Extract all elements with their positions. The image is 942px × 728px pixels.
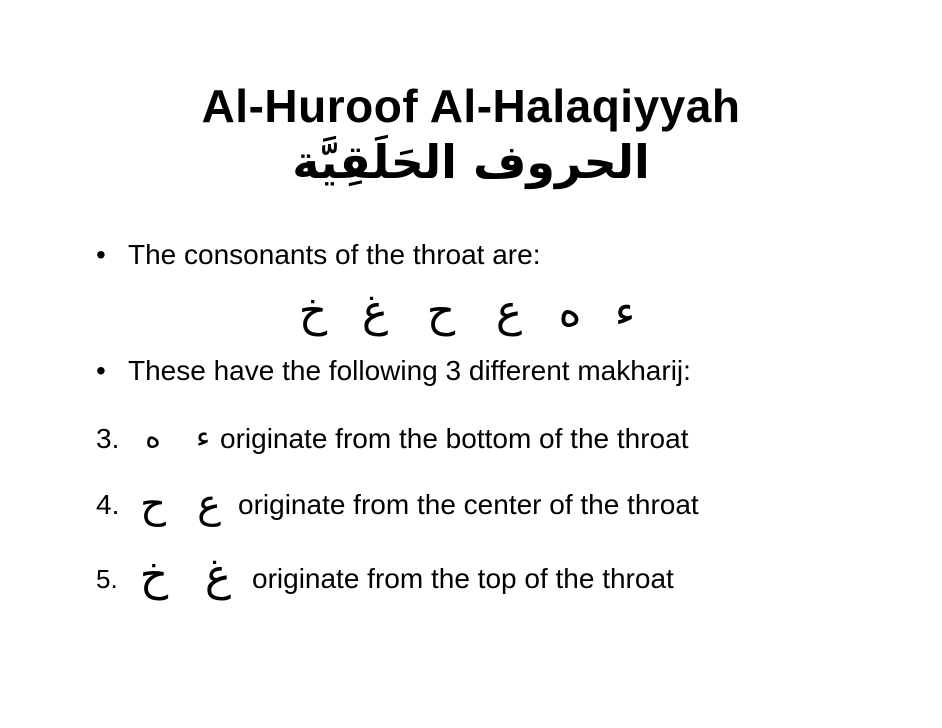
makhraj-letter: خ xyxy=(139,550,169,601)
makhraj-number: 3. xyxy=(96,423,120,454)
throat-letters-row xyxy=(0,284,942,344)
makhraj-letter: ع xyxy=(197,481,221,527)
makhraj-number: 4. xyxy=(96,489,120,520)
throat-letter-ayn: ع xyxy=(495,286,523,337)
throat-letter-ghayn: غ xyxy=(361,286,389,337)
throat-letter-kha: خ xyxy=(298,286,328,337)
makhraj-description: originate from the top of the throat xyxy=(252,563,674,594)
makhraj-letter: غ xyxy=(204,550,232,601)
makhraj-description: originate from the center of the throat xyxy=(238,489,699,520)
bullet-marker: • xyxy=(96,239,106,270)
bullet-text: These have the following 3 different makharij: xyxy=(128,355,691,386)
makhraj-description: originate from the bottom of the throat xyxy=(220,423,689,454)
throat-letter-hamza: ء xyxy=(614,286,636,337)
slide-title-arabic: الحروف الحَلَقِيَّة xyxy=(292,135,650,189)
bullet-text: The consonants of the throat are: xyxy=(128,239,541,270)
makhraj-number: 5. xyxy=(96,564,118,594)
throat-letter-ha: ه xyxy=(558,286,582,337)
bullet-marker: • xyxy=(96,355,106,386)
throat-letter-haa: ح xyxy=(426,286,456,337)
slide-title: Al-Huroof Al-Halaqiyyah xyxy=(201,80,741,132)
makhraj-letter: ء xyxy=(195,420,211,455)
makhraj-letter: ح xyxy=(140,481,166,527)
bullet-makharij xyxy=(96,354,691,388)
makhraj-letter: ه xyxy=(145,420,161,455)
bullet-consonants xyxy=(96,238,540,272)
